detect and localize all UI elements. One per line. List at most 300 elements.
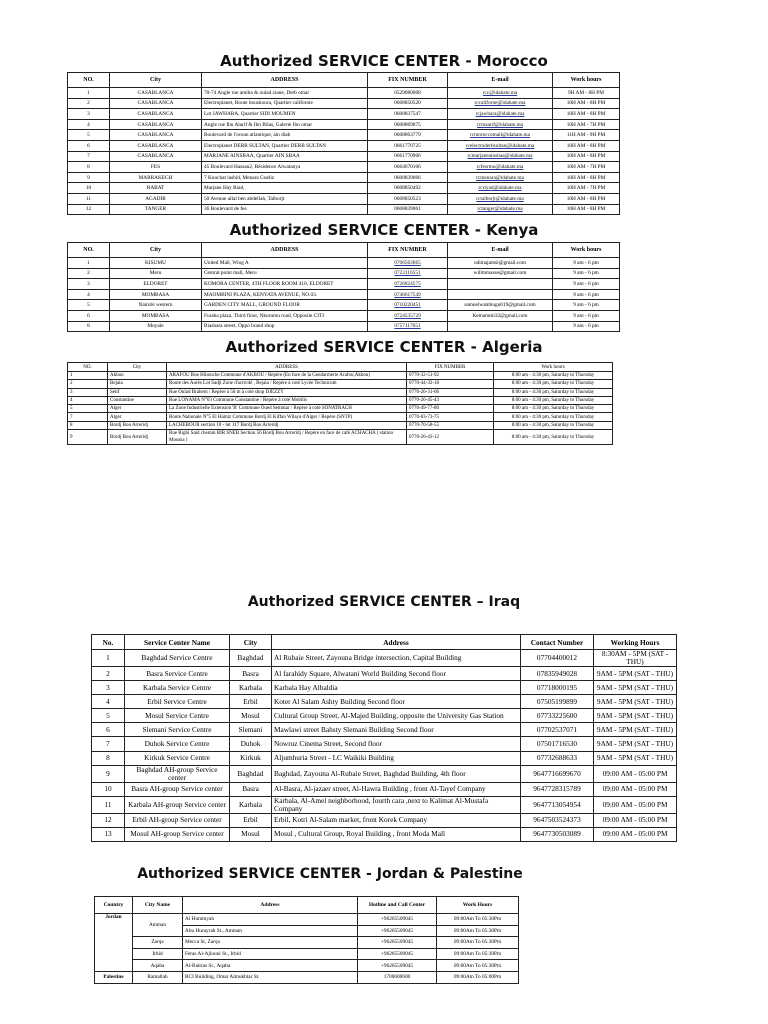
header-cell: NO. — [68, 363, 108, 372]
city-cell: Baghdad — [230, 765, 272, 782]
header-cell: ADDRESS — [167, 363, 407, 372]
city-cell: FES — [110, 162, 202, 173]
table-row — [92, 650, 677, 667]
hours-cell: 9 am - 6 pm — [553, 300, 620, 311]
address-cell: Nowruz Cinema Street, Second floor — [272, 737, 521, 751]
row-number: 5 — [68, 130, 110, 141]
email-cell-link[interactable]: rcmenara@idahate.ma — [476, 174, 524, 181]
contact-number: 07702537071 — [521, 723, 594, 737]
phone-cell-link[interactable]: 0724535729 — [394, 312, 421, 319]
phone-cell: 0608837547 — [368, 109, 448, 120]
address-cell: Baghdad, Zayouna Al-Rubaie Street, Baghdad Building, 4th floor — [272, 765, 521, 782]
row-number: 4 — [92, 695, 125, 709]
row-number: 10 — [92, 782, 125, 796]
city-cell: Alger — [108, 405, 167, 413]
city-cell: Karbala — [230, 796, 272, 813]
hours-cell: 10H AM - 8H PM — [553, 98, 620, 109]
header-cell: NO. — [68, 73, 110, 88]
hours-cell: 9AM - 5PM (SAT - THU) — [594, 723, 677, 737]
email-cell[interactable] — [448, 172, 553, 183]
header-cell: FIX NUMBER — [368, 243, 448, 258]
phone-cell: 0661770725 — [368, 140, 448, 151]
table-row — [68, 151, 620, 162]
row-number: 9 — [68, 430, 108, 445]
city-cell: Karbala — [230, 681, 272, 695]
row-number: 2 — [68, 268, 110, 279]
email-cell[interactable] — [448, 88, 553, 99]
hours-cell: 8:00 am - 4:30 pm, Saturday to Thursday — [494, 388, 613, 396]
header-cell: Work hours — [553, 73, 620, 88]
header-cell: Service Center Name — [125, 635, 230, 650]
phone-cell: 0770-44-32-18 — [407, 380, 494, 388]
phone-cell: 0661770906 — [368, 151, 448, 162]
row-number: 10 — [68, 183, 110, 194]
service-center-name: Mosul AH-group Service center — [125, 827, 230, 841]
table-row — [68, 140, 620, 151]
email-cell-link[interactable]: rctanger@idahate.ma — [477, 206, 523, 213]
city-cell: Bordj Bou Arreridj — [108, 421, 167, 429]
address-cell: MAOMBINI PLAZA, KENYATA AVENUE, NO.03. — [202, 289, 368, 300]
table-row — [68, 119, 620, 130]
email-cell-link[interactable]: rctalborjt@idahate.ma — [476, 195, 524, 202]
address-cell: Route Nationale N°5 El Hamiz Commune Bordj El Kiffan Wilaya d'Alger / Repère (SNTP) — [167, 413, 407, 421]
phone-cell-link[interactable]: 0723110551 — [394, 270, 421, 277]
city-cell: Akbou — [108, 372, 167, 380]
row-number: 12 — [68, 204, 110, 215]
header-cell: No. — [92, 635, 125, 650]
address-cell: Mosul , Cultural Group, Royal Building , front Moda Mall — [272, 827, 521, 841]
kenya-table — [67, 242, 620, 332]
row-number: 8 — [68, 162, 110, 173]
hours-cell: 9 am - 6 pm — [553, 258, 620, 269]
table-row — [92, 737, 677, 751]
city-cell: MARRAKECH — [110, 172, 202, 183]
row-number: 2 — [68, 98, 110, 109]
table-row — [92, 796, 677, 813]
service-center-name: Baghdad AH-group Service center — [125, 765, 230, 782]
phone-cell[interactable] — [368, 289, 448, 300]
row-number: 3 — [68, 279, 110, 290]
row-number: 7 — [68, 413, 108, 421]
hours-cell: 10H AM - 7H PM — [553, 119, 620, 130]
city-cell: Slemani — [230, 723, 272, 737]
phone-cell[interactable] — [368, 258, 448, 269]
hours-cell: 09:00Am To 05:30Pm — [437, 914, 519, 926]
hours-cell: 09:00 AM - 05:00 PM — [594, 827, 677, 841]
header-cell: Country — [95, 897, 133, 914]
contact-number: 07835949028 — [521, 667, 594, 681]
address-cell: 7 Kouchat lasbid, Menara Gueliz — [202, 172, 368, 183]
hours-cell: 10H AM - 8H PM — [553, 204, 620, 215]
email-cell-link[interactable]: rcmarjaneainsbaa@idahate.ma — [467, 153, 533, 160]
table-row — [68, 162, 620, 173]
row-number: 13 — [92, 827, 125, 841]
email-cell-link[interactable]: rcriyad@idahate.ma — [478, 185, 522, 192]
email-cell[interactable] — [448, 119, 553, 130]
email-cell[interactable] — [448, 98, 553, 109]
table-row — [68, 396, 613, 404]
jordan-table — [94, 896, 519, 984]
city-cell: RABAT — [110, 183, 202, 194]
email-cell: samuelwambugu019@gmail.com — [448, 300, 553, 311]
address-cell: Karbala Hay Albaldia — [272, 681, 521, 695]
row-number: 1 — [68, 258, 110, 269]
hours-cell: 9H AM - 8H PM — [553, 88, 620, 99]
hours-cell: 9 am - 6 pm — [553, 321, 620, 332]
city-cell: Basra — [230, 782, 272, 796]
row-number: 2 — [92, 667, 125, 681]
phone-cell[interactable] — [368, 268, 448, 279]
row-number: 1 — [68, 372, 108, 380]
row-number: 3 — [68, 388, 108, 396]
table-row — [92, 681, 677, 695]
city-cell: Basra — [230, 667, 272, 681]
table-row — [68, 380, 613, 388]
iraq-table — [91, 634, 677, 842]
address-cell: Rue Righi Said chemin BIR SNEB Section 56 Bordj Bou Arreridj / Repère en face de café ACHACHA ( station Moussa ) — [167, 430, 407, 445]
contact-number: 07732688633 — [521, 751, 594, 765]
address-cell: 45 Boulevard Hassan2, Résidence Alwatanya — [202, 162, 368, 173]
phone-cell-link[interactable]: 0726824575 — [394, 280, 421, 287]
service-center-name: Mosul Service Centre — [125, 709, 230, 723]
service-center-name: Erbil AH-group Service center — [125, 813, 230, 827]
header-cell: ADDRESS — [202, 73, 368, 88]
address-cell: Al-Basra, Al-jazaer street, Al-Hawra Building , front Al-Tayef Company — [272, 782, 521, 796]
phone-cell[interactable] — [368, 321, 448, 332]
hours-cell: 11H AM - 9H PM — [553, 130, 620, 141]
email-cell[interactable] — [448, 183, 553, 194]
address-cell: Electroplanet DERB SULTAN, Quartier DERB SULTAN — [202, 140, 368, 151]
hotline-cell: +96265509045 — [358, 937, 437, 949]
email-cell[interactable] — [448, 109, 553, 120]
service-center-name: Basra Service Centre — [125, 667, 230, 681]
address-cell: MARJANE AINSBAA, Quartier AIN SBAA — [202, 151, 368, 162]
phone-cell: 0608839066 — [368, 172, 448, 183]
table-row — [68, 421, 613, 429]
hours-cell: 10H AM - 8H PM — [553, 151, 620, 162]
hours-cell: 09:00Am To 05:30Pm — [437, 925, 519, 937]
table-header-row — [92, 635, 677, 650]
row-number: 5 — [68, 405, 108, 413]
email-cell — [448, 321, 553, 332]
hours-cell: 09:00 AM - 05:00 PM — [594, 813, 677, 827]
city-amman: Amman — [133, 914, 183, 937]
header-cell: ADDRESS — [202, 243, 368, 258]
phone-cell-link[interactable]: 0757117651 — [394, 323, 421, 330]
address-cell: ARAFOU Rue Hibouche Commune d'AKBOU / Repère (En face de la Gendarmerie Arafou,Akbou) — [167, 372, 407, 380]
row-number: 8 — [68, 321, 110, 332]
phone-cell[interactable] — [368, 310, 448, 321]
city-cell: TANGER — [110, 204, 202, 215]
email-cell-link[interactable]: rccaliforne@idahate.ma — [474, 100, 526, 107]
city-cell: Mosul — [230, 827, 272, 841]
hours-cell: 09:00Am To 05:30Pm — [437, 960, 519, 972]
city-cell: Kirkuk — [230, 751, 272, 765]
address-cell: Abu Hurayrah St., Amman — [183, 925, 358, 937]
service-center-name: Karbala AH-group Service center — [125, 796, 230, 813]
hours-cell: 8:00 am - 4:30 pm, Saturday to Thursday — [494, 430, 613, 445]
table-row — [68, 183, 620, 194]
phone-cell: 0770-49-77-80 — [407, 405, 494, 413]
header-cell: City — [230, 635, 272, 650]
table-row — [68, 279, 620, 290]
header-cell: FIX NUMBER — [368, 73, 448, 88]
city-cell: CASABLANCA — [110, 151, 202, 162]
city-cell: Bejaia — [108, 380, 167, 388]
country-palestine: Palestine — [95, 971, 133, 983]
email-cell[interactable] — [448, 193, 553, 204]
address-cell: KOMORA CENTER, 4TH FLOOR ROOM 410, ELDORET — [202, 279, 368, 290]
address-cell: 36 Boulevard de fes — [202, 204, 368, 215]
hotline-cell: +96265509045 — [358, 948, 437, 960]
email-cell[interactable] — [448, 162, 553, 173]
address-cell: BCI Building, Omar Almukhtar St. — [183, 971, 358, 983]
address-cell: Koter Al Salam Ashty Building Second floor — [272, 695, 521, 709]
table-row — [92, 813, 677, 827]
city-cell: Constantine — [108, 396, 167, 404]
city-cell: Alger — [108, 413, 167, 421]
address-cell: Electroplanet, Route bouskoura, Quartier californie — [202, 98, 368, 109]
contact-number: 07501716530 — [521, 737, 594, 751]
table-header-row — [68, 73, 620, 88]
row-number: 11 — [68, 193, 110, 204]
address-cell: Aljumhuria Street - LC Waikiki Building — [272, 751, 521, 765]
header-cell: E-mail — [448, 243, 553, 258]
city-cell: Nairobi western — [110, 300, 202, 311]
morocco-table — [67, 72, 620, 215]
address-cell: Al-Baitras St., Aqaba — [183, 960, 358, 972]
email-cell[interactable] — [448, 140, 553, 151]
city-cell: Sétif — [108, 388, 167, 396]
city-cell: Meru — [110, 268, 202, 279]
hours-cell: 9AM - 5PM (SAT - THU) — [594, 709, 677, 723]
header-cell: City — [110, 243, 202, 258]
service-center-name: Duhok Service Centre — [125, 737, 230, 751]
table-row — [95, 960, 519, 972]
row-number: 8 — [68, 421, 108, 429]
row-number: 4 — [68, 396, 108, 404]
table-row — [68, 98, 620, 109]
city-cell: ELDORET — [110, 279, 202, 290]
email-cell-link[interactable]: rcmoroccomall@idahate.ma — [469, 132, 531, 139]
row-number: 4 — [68, 289, 110, 300]
address-cell: Erbil, Kotri Al-Salam market, front Korek Company — [272, 813, 521, 827]
email-cell-link[interactable]: rcc@idahate.ma — [482, 89, 518, 96]
header-cell: Address — [183, 897, 358, 914]
hotline-cell: +96265509045 — [358, 925, 437, 937]
email-cell-link[interactable]: rcfesrmo@idahate.ma — [476, 163, 524, 170]
contact-number: 07505199899 — [521, 695, 594, 709]
address-cell: Route des Aurès Lot Sadji Zone d'activité , Bejaia / Repère à coté Lycée Technicum — [167, 380, 407, 388]
phone-cell: 0608869875 — [368, 119, 448, 130]
table-row — [95, 971, 519, 983]
table-row — [68, 88, 620, 99]
address-cell: Cultural Group Street, Al-Majed Building, opposite the University Gas Station — [272, 709, 521, 723]
header-cell: Hotline and Call Center — [358, 897, 437, 914]
email-cell-link[interactable]: rcjawhara@idahate.ma — [475, 110, 525, 117]
table-row — [95, 937, 519, 949]
address-cell: Furaha plaza, Third floor, Nkurumu road, Opposite CITI — [202, 310, 368, 321]
contact-number: 9647730503089 — [521, 827, 594, 841]
hours-cell: 8:00 am - 4:30 pm, Saturday to Thursday — [494, 405, 613, 413]
hours-cell: 9AM - 5PM (SAT - THU) — [594, 695, 677, 709]
address-cell: GARDEN CITY MALL, GROUND FLOOR — [202, 300, 368, 311]
address-cell: Biashara street, Oppo brand shop — [202, 321, 368, 332]
city-cell: Erbil — [230, 813, 272, 827]
city-cell: CASABLANCA — [110, 119, 202, 130]
table-row — [92, 723, 677, 737]
city-cell: AGADIR — [110, 193, 202, 204]
table-row — [68, 405, 613, 413]
header-cell: City — [108, 363, 167, 372]
email-cell: odimajamsi@gmail.com — [448, 258, 553, 269]
email-cell[interactable] — [448, 204, 553, 215]
city-cell: CASABLANCA — [110, 130, 202, 141]
row-number: 1 — [92, 650, 125, 667]
address-cell: LACHEBOUR section 10 - lot 117 Bordj Bou Arreridj — [167, 421, 407, 429]
email-cell[interactable] — [448, 130, 553, 141]
table-header-row — [68, 363, 613, 372]
header-cell: Working Hours — [594, 635, 677, 650]
address-cell: Marjane Hay Riad, — [202, 183, 368, 194]
address-cell: 70-74 Angle rue amiha & oulad ziane, Derb omar — [202, 88, 368, 99]
hours-cell: 8:00 am - 4:30 pm, Saturday to Thursday — [494, 413, 613, 421]
hours-cell: 10H AM - 8H PM — [553, 140, 620, 151]
address-cell: Al Hummyah — [183, 914, 358, 926]
table-row — [68, 258, 620, 269]
address-cell: Angle rue Ibn Alarif & Ibn Bilas, Galerie Ibn omar — [202, 119, 368, 130]
table-row — [68, 130, 620, 141]
header-cell: City — [110, 73, 202, 88]
city-cell: Bordj Bou Arreridj — [108, 430, 167, 445]
row-number: 6 — [68, 310, 110, 321]
algeria-title: Authorized SERVICE CENTER - Algeria — [225, 338, 543, 356]
hotline-cell: +96265509045 — [358, 914, 437, 926]
phone-cell-link[interactable]: 0706563665 — [394, 259, 421, 266]
email-cell[interactable] — [448, 151, 553, 162]
city-cell: CASABLANCA — [110, 88, 202, 99]
hours-cell: 8:00 am - 4:30 pm, Saturday to Thursday — [494, 421, 613, 429]
table-row — [95, 948, 519, 960]
address-cell: Mawlawi street Bahsty Slemani Building Second floor — [272, 723, 521, 737]
phone-cell[interactable] — [368, 300, 448, 311]
row-number: 5 — [68, 300, 110, 311]
hours-cell: 8:00 am - 4:30 pm, Saturday to Thursday — [494, 372, 613, 380]
service-center-name: Basra AH-group Service center — [125, 782, 230, 796]
address-cell: Rue LONAMA N°03 Commune Constantine / Repère à coté Mobilis — [167, 396, 407, 404]
city-cell: Erbil — [230, 695, 272, 709]
city-cell: Ramallah — [133, 971, 183, 983]
row-number: 12 — [92, 813, 125, 827]
hours-cell: 09:00Am To 05:00Pm — [437, 971, 519, 983]
header-cell: NO. — [68, 243, 110, 258]
city-cell: Mosul — [230, 709, 272, 723]
row-number: 1 — [68, 88, 110, 99]
phone-cell: 0608850520 — [368, 98, 448, 109]
address-cell: Boulevard de l'ocean atlantique, ain diab — [202, 130, 368, 141]
phone-cell: 0770-26-31-06 — [407, 388, 494, 396]
city-cell: Aqaba — [133, 960, 183, 972]
table-row — [92, 765, 677, 782]
hours-cell: 9AM - 5PM (SAT - THU) — [594, 667, 677, 681]
phone-cell: 0608850492 — [368, 183, 448, 194]
table-header-row — [95, 897, 519, 914]
phone-cell: 0664670106 — [368, 162, 448, 173]
table-row — [68, 372, 613, 380]
city-cell: CASABLANCA — [110, 98, 202, 109]
phone-cell-link[interactable]: 0746617549 — [394, 291, 421, 298]
contact-number: 07733225600 — [521, 709, 594, 723]
table-row — [68, 310, 620, 321]
hours-cell: 8:30AM - 5PM (SAT - THU) — [594, 650, 677, 667]
city-cell: Irbid — [133, 948, 183, 960]
row-number: 2 — [68, 380, 108, 388]
address-cell: United Mall, Wing A — [202, 258, 368, 269]
hours-cell: 09:00Am To 05:30Pm — [437, 948, 519, 960]
row-number: 9 — [92, 765, 125, 782]
header-cell: Address — [272, 635, 521, 650]
table-row — [68, 204, 620, 215]
header-cell: E-mail — [448, 73, 553, 88]
table-row — [68, 289, 620, 300]
address-cell: Karbala, Al-Amel neighborhood, fourth cara ,next to Kalimat Al-Mustafa Company — [272, 796, 521, 813]
contact-number: 9647716699670 — [521, 765, 594, 782]
phone-cell: 0770-32-51-92 — [407, 372, 494, 380]
morocco-title: Authorized SERVICE CENTER - Morocco — [220, 52, 548, 70]
hotline-cell: +96265509045 — [358, 960, 437, 972]
table-row — [92, 695, 677, 709]
row-number: 8 — [92, 751, 125, 765]
table-row — [68, 300, 620, 311]
table-header-row — [68, 243, 620, 258]
table-row — [68, 388, 613, 396]
hours-cell: 9AM - 5PM (SAT - THU) — [594, 751, 677, 765]
city-cell: Baghdad — [230, 650, 272, 667]
row-number: 7 — [68, 151, 110, 162]
phone-cell[interactable] — [368, 279, 448, 290]
country-jordan: Jordan — [95, 914, 133, 972]
email-cell-link[interactable]: rcmaarif@idahate.ma — [477, 121, 523, 128]
row-number: 6 — [92, 723, 125, 737]
email-cell-link[interactable]: rcelectroderbsultan@idahate.ma — [465, 142, 535, 149]
address-cell: Mecca St, Zarqa — [183, 937, 358, 949]
hours-cell: 9 am - 6 pm — [553, 268, 620, 279]
table-row — [92, 827, 677, 841]
phone-cell: 0529080008 — [368, 88, 448, 99]
table-row — [92, 667, 677, 681]
address-cell: Central point mall, Meru — [202, 268, 368, 279]
city-cell: CASABLANCA — [110, 140, 202, 151]
hours-cell: 10H AM - 8H PM — [553, 193, 620, 204]
header-cell: Work hours — [494, 363, 613, 372]
jordan-title: Authorized SERVICE CENTER - Jordan & Palestine — [137, 866, 523, 882]
table-row — [92, 782, 677, 796]
contact-number: 07718000195 — [521, 681, 594, 695]
contact-number: 07704400012 — [521, 650, 594, 667]
table-row — [68, 268, 620, 279]
city-cell: CASABLANCA — [110, 109, 202, 120]
address-cell: 50 Avenue allal ben abdellah, Talborjt — [202, 193, 368, 204]
hours-cell: 9 am - 6 pm — [553, 310, 620, 321]
contact-number: 9647713054954 — [521, 796, 594, 813]
service-center-name: Karbala Service Centre — [125, 681, 230, 695]
city-cell: MOMBASA — [110, 310, 202, 321]
row-number: 6 — [68, 140, 110, 151]
phone-cell-link[interactable]: 0710220451 — [394, 302, 421, 309]
email-cell: Kemammi32@gmail.com — [448, 310, 553, 321]
phone-cell: 0770-26-43-12 — [407, 430, 494, 445]
phone-cell: 0770-83-73-75 — [407, 413, 494, 421]
